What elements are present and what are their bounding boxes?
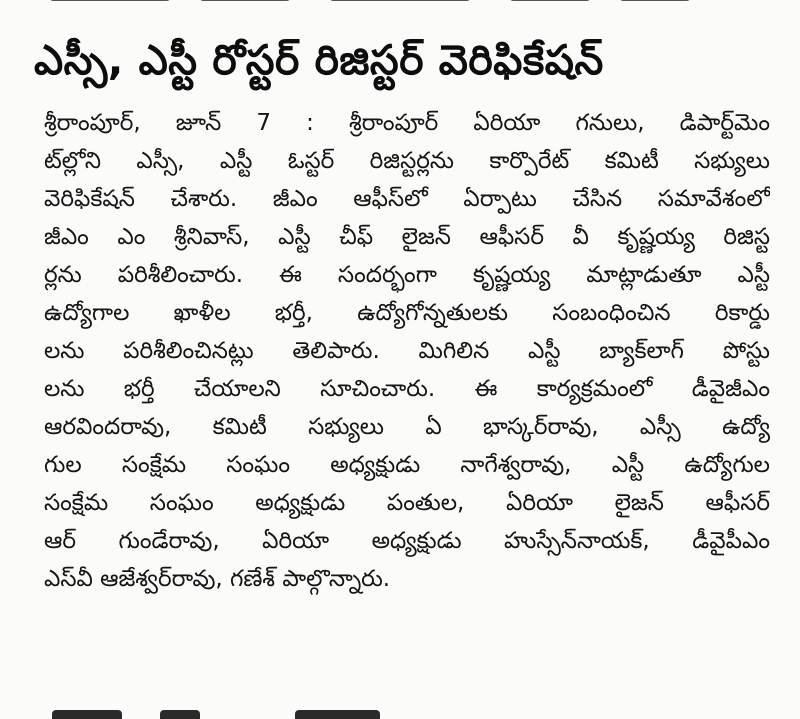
article-line: ఆర్ గుండేరావు, ఏరియా అధ్యక్షుడు హుస్సేన్‌నాయక్, డీవైపీఎం: [44, 528, 770, 554]
article-line: ఉద్యోగాల ఖాళీల భర్తీ, ఉద్యోగోన్నతులకు సంబంధించిన రికార్డు: [44, 300, 770, 326]
article-line: ట్‌ల్లోని ఎస్సీ, ఎస్టీ ఓస్టర్ రిజిస్టర్లను కార్పొరేట్ కమిటీ సభ్యులు: [44, 148, 770, 174]
cropped-text-fragment: [160, 710, 200, 719]
cropped-next-article-text: [40, 702, 400, 719]
article-line: లను భర్తీ చేయాలని సూచించారు. ఈ కార్యక్రమంలో డీవైజీఎం: [44, 376, 770, 402]
article-line: ఎస్‌వీ ఆజేశ్వర్‌రావు, గణేశ్ పాల్గొన్నారు.: [44, 566, 391, 592]
article-line: లను పరిశీలించినట్లు తెలిపారు. మిగిలిన ఎస్టీ బ్యాక్‌లాగ్ పోస్టు: [44, 338, 770, 364]
article-line: గుల సంక్షేమ సంఘం అధ్యక్షుడు నాగేశ్వరావు, ఎస్టీ ఉద్యోగుల: [44, 452, 770, 478]
cropped-text-fragment: [52, 710, 122, 719]
cropped-text-fragment: [295, 710, 380, 719]
article-body: [44, 104, 770, 598]
article-line: శ్రీరాంపూర్, జూన్ 7 : శ్రీరాంపూర్ ఏరియా గనులు, డిపార్ట్‌మెం: [44, 110, 770, 136]
article-line: జీఎం ఎం శ్రీనివాస్, ఎస్టీ చీఫ్ లైజన్ ఆఫీసర్ వీ కృష్ణయ్య రిజిస్ట: [44, 224, 770, 250]
article-line: సంక్షేమ సంఘం అధ్యక్షుడు పంతుల, ఏరియా లైజన్ ఆఫీసర్: [44, 490, 770, 516]
cropped-text-fragment: [40, 0, 760, 8]
article-line: ఆరవిందరావు, కమిటీ సభ్యులు ఏ భాస్కర్‌రావు, ఎస్సీ ఉద్యో: [44, 414, 770, 440]
article-line: వెరిఫికేషన్ చేశారు. జీఎం ఆఫీస్‌లో ఏర్పాటు చేసిన సమావేశంలో: [44, 186, 770, 212]
article-headline: ఎస్సీ, ఎస్టీ రోస్టర్ రిజిస్టర్ వెరిఫికేషన్: [34, 36, 604, 84]
article-line: ర్లను పరిశీలించారు. ఈ సందర్భంగా కృష్ణయ్య మాట్లాడుతూ ఎస్టీ: [44, 262, 770, 288]
cropped-previous-article-text: [40, 0, 760, 8]
